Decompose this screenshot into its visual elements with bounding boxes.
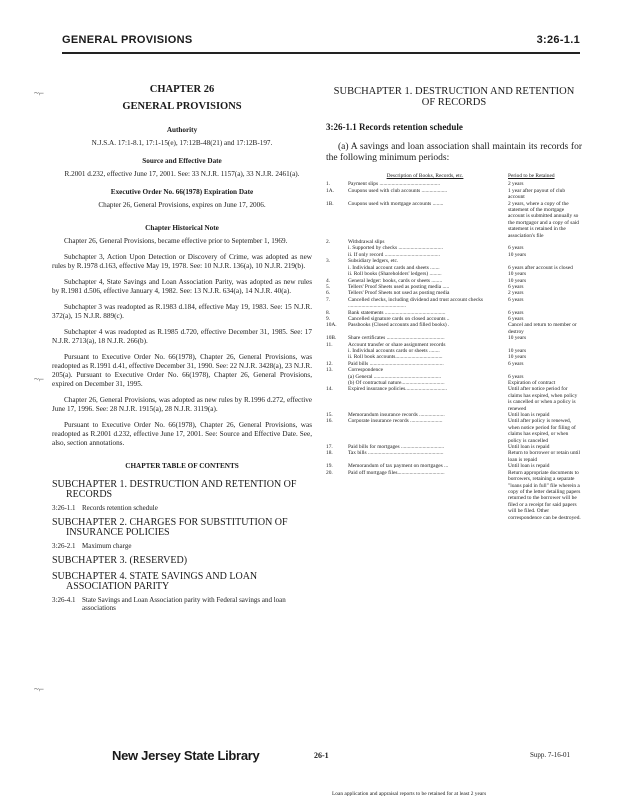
library-stamp: New Jersey State Library: [112, 748, 260, 763]
row-retention-period: 10 years: [508, 335, 527, 342]
toc-item-number: 3:26-2.1: [52, 542, 76, 550]
table-row: [326, 201, 582, 239]
row-retention-period: 2 years: [508, 181, 524, 188]
subchapter-title: SUBCHAPTER 1. DESTRUCTION AND RETENTION OF RECORDS: [333, 86, 575, 108]
toc-subchapter: SUBCHAPTER 2. CHARGES FOR SUBSTITUTION OF INSURANCE POLICIES: [52, 517, 288, 538]
table-of-contents: [52, 480, 312, 612]
margin-mark: ~⌐: [34, 88, 44, 98]
row-description: Paid bills .......................................................: [348, 360, 444, 367]
row-number: 1A.: [326, 187, 334, 194]
row-description: Bank statements .............................................: [348, 309, 446, 316]
row-description: General ledger: books, cards or sheets ........: [348, 277, 443, 284]
row-number: 8.: [326, 309, 331, 316]
source-heading: Source and Effective Date: [142, 157, 222, 165]
section-paragraph: (a) A savings and loan association shall maintain its records for the following minimum periods:: [326, 142, 582, 163]
toc-item-title: Maximum charge: [82, 542, 132, 550]
row-number: 16.: [326, 418, 333, 425]
retention-table: [326, 172, 582, 521]
row-retention-period: 10 years: [508, 277, 527, 284]
row-description: i. Individual account cards and sheets .......: [348, 264, 440, 271]
row-description: Subsidiary ledgers, etc.: [348, 258, 399, 265]
row-number: 13.: [326, 367, 333, 374]
row-number: 11.: [326, 341, 333, 348]
row-description: Cancelled signature cards on closed accounts ..: [348, 315, 450, 322]
column-header-description: Description of Books, Records, etc.: [386, 173, 464, 179]
header-rule: [62, 52, 580, 54]
source-text: R.2001 d.232, effective June 17, 2001. See: 33 N.J.R. 1157(a), 33 N.J.R. 2461(a).: [64, 170, 300, 178]
row-retention-period: Until after policy is renewed, when notice period for filing of claims has expired, or when policy is cancelled: [508, 418, 576, 444]
row-number: 17.: [326, 444, 333, 451]
toc-heading: CHAPTER TABLE OF CONTENTS: [125, 462, 239, 470]
row-description: Correspondence: [348, 367, 384, 374]
row-description: Coupons used with mortgage accounts ........: [348, 200, 444, 207]
row-number: 2.: [326, 239, 331, 246]
chapter-title: GENERAL PROVISIONS: [122, 101, 242, 112]
historical-note-heading: Chapter Historical Note: [145, 224, 219, 232]
toc-item: [52, 596, 312, 612]
historical-note-paragraph: Subchapter 3 was readopted as R.1983 d.184, effective May 19, 1983. See: 15 N.J.R. 372(a), 15 N.J.R. 889(c).: [52, 303, 312, 320]
toc-subchapter: SUBCHAPTER 4. STATE SAVINGS AND LOAN ASSOCIATION PARITY: [52, 571, 258, 592]
column-header-period: Period to be Retained: [508, 173, 555, 179]
header-section: 3:26-1.1: [536, 34, 580, 46]
row-description: ii. Roll book accounts...................................: [348, 354, 443, 361]
row-description: i. Supported by checks .................................: [348, 245, 443, 252]
row-description: (a) General ..................................................: [348, 373, 442, 380]
row-retention-period: 6 years: [508, 309, 524, 316]
row-description: Coupons used with club accounts ...................: [348, 187, 448, 194]
supplement-date: Supp. 7-16-01: [530, 751, 571, 759]
toc-subchapter: SUBCHAPTER 1. DESTRUCTION AND RETENTION OF RECORDS: [52, 479, 297, 500]
historical-note-paragraph: Chapter 26, General Provisions, was adopted as new rules by R.1996 d.272, effective June 17, 1996. See: 28 N.J.R. 1915(a), 28 N.J.R. 3119(a).: [52, 396, 312, 413]
historical-note-paragraph: Subchapter 3, Action Upon Detection or Discovery of Crime, was adopted as new rules by R.1978 d.163, effective May 19, 1978. See: 10 N.J.R. 136(a), 10 N.J.R. 219(b).: [52, 253, 312, 270]
row-description: Cancelled checks, including dividend and trust account checks ...........................................: [348, 296, 484, 310]
row-retention-period: Until loan is repaid: [508, 412, 550, 419]
row-description: Payment slips .............................................: [348, 181, 441, 188]
row-retention-period: 6 years: [508, 373, 524, 380]
row-description: Tellers' Proof Sheets not used as posting media: [348, 290, 450, 297]
row-description: Withdrawal slips: [348, 239, 385, 246]
authority-heading: Authority: [166, 126, 198, 134]
row-number: 10A.: [326, 322, 337, 329]
toc-item-number: 3:26-4.1: [52, 596, 76, 604]
row-number: 1.: [326, 181, 331, 188]
row-description: Passbooks (Closed accounts and filled books) .: [348, 322, 450, 329]
running-header: [62, 34, 580, 48]
row-retention-period: 10 years: [508, 354, 527, 361]
header-title: GENERAL PROVISIONS: [62, 34, 193, 46]
row-number: 15.: [326, 412, 333, 419]
toc-item: [52, 542, 312, 550]
page-footer: [0, 748, 618, 768]
row-retention-period: 6 years: [508, 296, 524, 303]
row-description: Memorandum of tax payment on mortgages ...: [348, 463, 449, 470]
table-footnote: Loan application and appraisal reports to be retained for at least 2 years: [332, 791, 487, 797]
table-row: [326, 418, 582, 444]
row-retention-period: 10 years: [508, 271, 527, 278]
row-retention-period: 1 year after payout of club account: [508, 187, 566, 201]
row-number: 7.: [326, 296, 331, 303]
table-row: [326, 450, 582, 463]
margin-mark: ~⌐: [34, 374, 44, 384]
table-row: [326, 386, 582, 412]
row-number: 3.: [326, 258, 331, 265]
row-number: 1B.: [326, 200, 334, 207]
row-description: Tellers' Proof Sheets used as posting media .....: [348, 283, 450, 290]
row-retention-period: 6 years: [508, 245, 524, 252]
row-retention-period: Cancel and return to member or destroy: [508, 322, 577, 335]
table-row: [326, 470, 582, 521]
row-description: (b) Of contractual nature................................: [348, 380, 445, 386]
row-description: ii. If only record .........................................: [348, 251, 440, 258]
page-number: 26-1: [314, 751, 329, 760]
row-retention-period: 10 years: [508, 347, 527, 354]
row-retention-period: 10 years: [508, 251, 527, 258]
row-number: 5.: [326, 283, 331, 290]
row-description: Tax bills ........................................................: [348, 450, 444, 457]
table-row: [326, 188, 582, 201]
row-description: Memorandum insurance records ...................: [348, 412, 445, 419]
row-number: 6.: [326, 290, 331, 297]
row-number: 20.: [326, 469, 333, 476]
row-description: Share certificates ...........................................: [348, 335, 445, 342]
toc-item-title: Records retention schedule: [82, 504, 158, 512]
margin-mark: ~⌐: [34, 684, 44, 694]
row-description: i. Individual accounts cards or sheets ........: [348, 347, 440, 354]
row-description: Account transfer or share assignment records: [348, 341, 446, 348]
row-retention-period: 6 years after account is closed: [508, 264, 573, 271]
historical-note: [52, 237, 312, 448]
historical-note-paragraph: Subchapter 4 was readopted as R.1985 d.720, effective December 31, 1985. See: 17 N.J.R. 2713(a), 18 N.J.R. 266(b).: [52, 328, 312, 345]
row-number: 10B.: [326, 335, 337, 342]
row-retention-period: Until after notice period for claims has expired, when policy is cancelled or when a policy is renewed: [508, 386, 578, 412]
row-number: 9.: [326, 315, 331, 322]
toc-subchapter: SUBCHAPTER 3. (RESERVED): [52, 555, 188, 566]
toc-item-title: State Savings and Loan Association parity with Federal savings and loan associations: [82, 596, 286, 612]
chapter-number: CHAPTER 26: [149, 84, 215, 95]
row-retention-period: 2 years, where a copy of the statement of the mortgage account is submitted annually so the mortgagor and a copy of said statement is retained in the association's file: [508, 200, 579, 239]
row-retention-period: 6 years: [508, 283, 524, 290]
row-retention-period: 6 years: [508, 315, 524, 322]
table-row: [326, 322, 582, 335]
toc-item-number: 3:26-1.1: [52, 504, 76, 512]
row-number: 4.: [326, 277, 331, 284]
row-retention-period: Return appropriate documents to borrowers, retaining a separate "loans paid in full" file wherein a copy of the letter detailing papers returned to the borrower will be filed or a receipt for said papers will be filed. Other correspondence can be destroyed.: [508, 469, 581, 521]
authority-text: N.J.S.A. 17:1-8.1, 17:1-15(e), 17:12B-48(21) and 17:12B-197.: [91, 139, 273, 147]
table-row: [326, 297, 582, 310]
row-retention-period: Return to borrower or retain until loan is repaid: [508, 450, 581, 463]
toc-item: [52, 504, 312, 512]
historical-note-paragraph: Pursuant to Executive Order No. 66(1978), Chapter 26, General Provisions, was readopted as R.2001 d.232, effective June 17, 2001. See: Source and Effective Date. See, also, section annotations.: [52, 421, 312, 447]
historical-note-paragraph: Pursuant to Executive Order No. 66(1978), Chapter 26, General Provisions, was readopted as R.1991 d.41, effective December 31, 1990. See: 22 N.J.R. 3428(a), 23 N.J.R. 205(a). Pursuant to Executive Order No. 66(1978), Chapter 26, General Provisions, expired on December 31, 1995.: [52, 353, 312, 388]
row-retention-period: Until loan is repaid: [508, 444, 550, 451]
row-retention-period: 2 years: [508, 290, 524, 297]
row-retention-period: 6 years: [508, 360, 524, 367]
row-number: 18.: [326, 450, 333, 457]
row-description: Corporate insurance records ........................: [348, 418, 443, 425]
section-title: 3:26-1.1 Records retention schedule: [326, 122, 463, 132]
row-description: Paid bills for mortgages ................................: [348, 444, 445, 451]
exec-order-text: Chapter 26, General Provisions, expires on June 17, 2006.: [98, 201, 266, 209]
left-column: [52, 74, 312, 618]
right-column: [326, 74, 582, 521]
row-description: Paid off mortgage files...................................: [348, 469, 445, 476]
row-retention-period: Until loan is repaid: [508, 463, 550, 470]
row-number: 19.: [326, 463, 333, 470]
historical-note-paragraph: Chapter 26, General Provisions, became effective prior to September 1, 1969.: [64, 237, 288, 245]
row-number: 12.: [326, 360, 333, 367]
row-description: Expired insurance policies...............................: [348, 386, 447, 393]
row-description: ii. Roll books (Shareholders' ledgers) .........: [348, 271, 442, 278]
row-number: 14.: [326, 386, 333, 393]
row-retention-period: Expiration of contract: [508, 380, 556, 386]
exec-order-heading: Executive Order No. 66(1978) Expiration Date: [110, 188, 254, 196]
historical-note-paragraph: Subchapter 4, State Savings and Loan Association Parity, was adopted as new rules by R.1981 d.506, effective January 4, 1982. See: 13 N.J.R. 634(a), 14 N.J.R. 40(a).: [52, 278, 312, 295]
